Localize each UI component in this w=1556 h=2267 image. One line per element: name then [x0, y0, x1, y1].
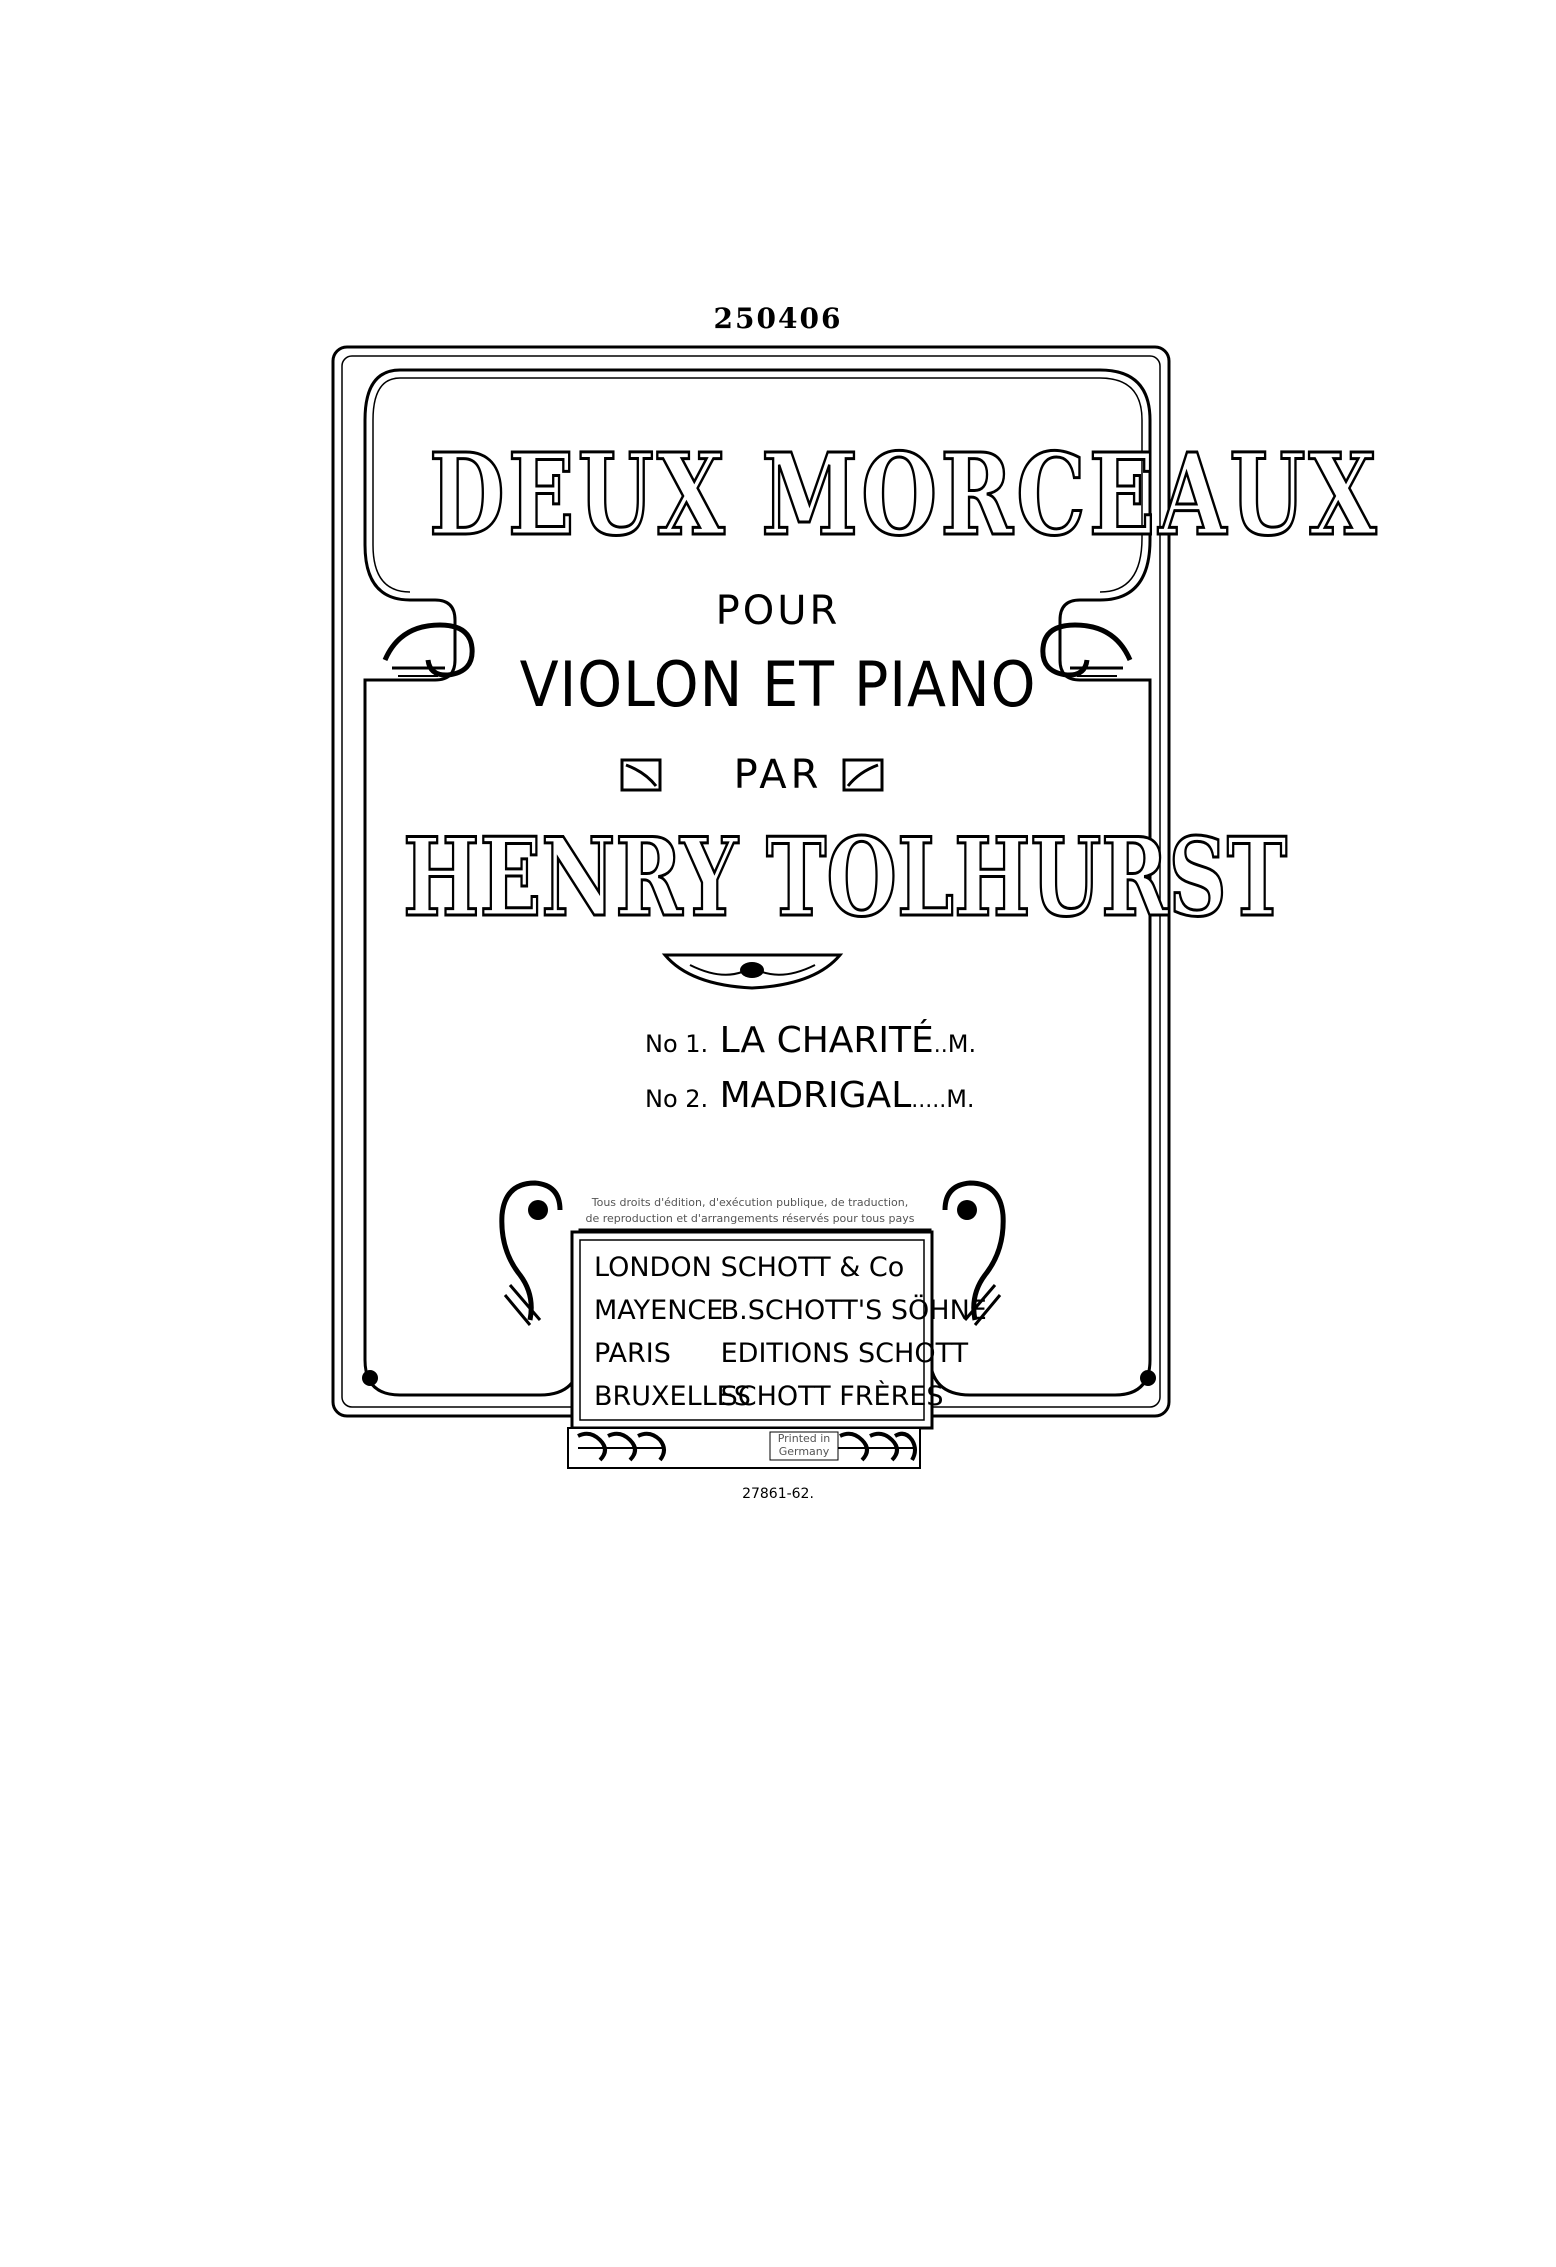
piece-item [645, 1075, 975, 1116]
piece-number: No 1. [645, 1030, 709, 1058]
publisher-city: LONDON [594, 1252, 712, 1283]
publisher-city: BRUXELLES [594, 1381, 751, 1412]
catalog-number: 250406 [713, 302, 843, 335]
par-label: PAR [733, 752, 823, 798]
subtitle-pour: POUR [715, 588, 841, 634]
publisher-row [594, 1381, 944, 1412]
publisher-city: PARIS [594, 1338, 671, 1369]
main-title: DEUX MORCEAUX [429, 430, 1380, 561]
piece-dots: ..... [911, 1088, 947, 1113]
publisher-name: SCHOTT & Co [720, 1252, 905, 1283]
piece-price: M. [947, 1030, 977, 1058]
rights-line: Tous droits d'édition, d'exécution publique, de traduction, [591, 1196, 909, 1209]
publisher-name: B.SCHOTT'S SÖHNE [720, 1295, 987, 1326]
rights-line: de reproduction et d'arrangements réservés pour tous pays [585, 1212, 915, 1225]
piece-price: M. [946, 1085, 975, 1113]
publisher-name: SCHOTT FRÈRES [720, 1381, 944, 1412]
piece-item [645, 1020, 976, 1061]
piece-title: LA CHARITÉ [719, 1020, 934, 1061]
corner-dot-right [1140, 1370, 1156, 1386]
rights-notice [560, 1195, 940, 1227]
publisher-city: MAYENCE [594, 1295, 724, 1326]
printed-in: Printed in Germany [777, 1432, 831, 1458]
divider-ornament [665, 955, 840, 988]
publisher-row [594, 1252, 904, 1283]
piece-dots: .. [933, 1033, 948, 1058]
composer-name: HENRY TOLHURST [403, 815, 1288, 941]
publisher-name: EDITIONS SCHOTT [720, 1338, 969, 1369]
publisher-row [594, 1295, 987, 1326]
piece-title: MADRIGAL [719, 1075, 912, 1116]
corner-dot-left [362, 1370, 378, 1386]
instruments-title: VIOLON ET PIANO [519, 648, 1037, 721]
piece-number: No 2. [645, 1085, 709, 1113]
plate-number: 27861-62. [742, 1486, 814, 1502]
publisher-row [594, 1338, 968, 1369]
bottom-left-ornament [502, 1183, 560, 1325]
